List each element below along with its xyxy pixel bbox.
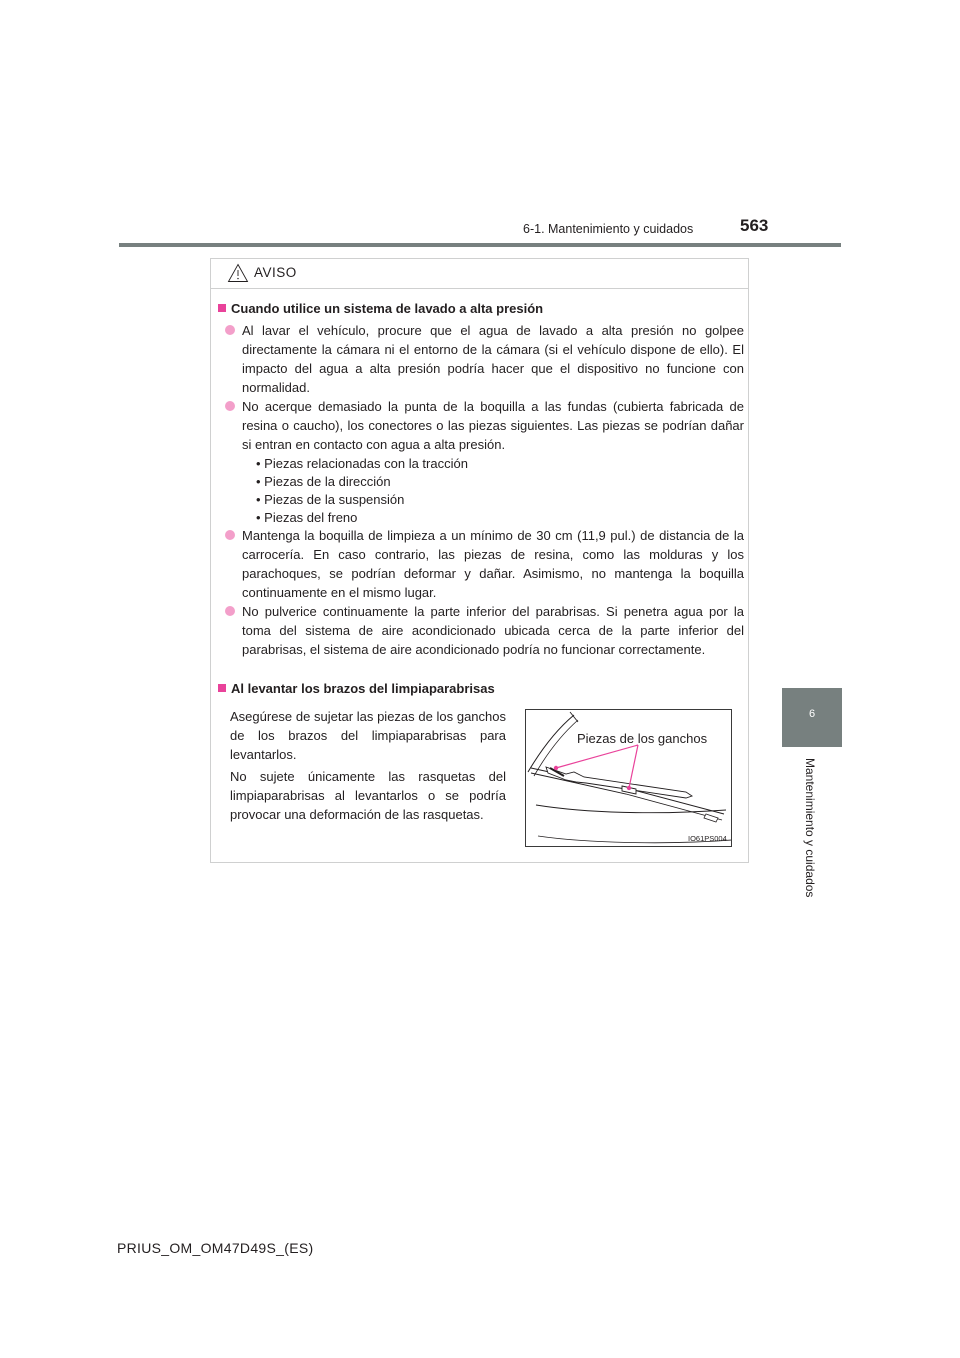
list-item: • Piezas de la suspensión	[256, 492, 405, 507]
page-number: 563	[740, 216, 769, 235]
running-header-section: 6-1. Mantenimiento y cuidados	[523, 222, 694, 236]
header-rule	[119, 243, 841, 247]
warning-title: AVISO	[254, 265, 297, 280]
warning-triangle-icon	[227, 263, 249, 283]
chapter-tab	[782, 688, 842, 747]
section-title-wiper-arms: Al levantar los brazos del limpiaparabrisas	[218, 681, 495, 696]
parts-list	[256, 455, 468, 527]
list-item: • Piezas de la dirección	[256, 474, 391, 489]
chapter-tab-number: 6	[808, 708, 816, 720]
figure-callout-label: Piezas de los ganchos	[577, 731, 708, 746]
bullet-nozzle-distance: No acerque demasiado la punta de la boquilla a las fundas (cubierta fabricada de resina o caucho), los conectores o las piezas siguientes. Las piezas se podrían dañar si entran en contacto con agua a alta presión.	[225, 397, 744, 454]
bullet-dot-icon	[225, 606, 235, 616]
wiper-hook-figure	[525, 709, 732, 847]
bullet-dot-icon	[225, 325, 235, 335]
wiper-paragraph-1: Asegúrese de sujetar las piezas de los ganchos de los brazos del limpiaparabrisas para levantarlos.	[230, 709, 506, 762]
warning-header	[211, 259, 748, 289]
bullet-dot-icon	[225, 401, 235, 411]
figure-code: IO61PS004	[688, 834, 727, 843]
bullet-camera: Al lavar el vehículo, procure que el agua de lavado a alta presión no golpee directamente la cámara ni el entorno de la cámara (si el vehículo dispone de ello). El impacto del agua a alta presión podría hacer que el dispositivo no funcione con normalidad.	[225, 321, 744, 397]
section-title-high-pressure: Cuando utilice un sistema de lavado a alta presión	[218, 301, 543, 316]
footer-document-id: PRIUS_OM_OM47D49S_(ES)	[117, 1240, 314, 1256]
wiper-paragraph-2: No sujete únicamente las rasquetas del limpiaparabrisas al levantarlos o se podría provocar una deformación de las rasquetas.	[230, 769, 506, 822]
bullet-body-distance: Mantenga la boquilla de limpieza a un mínimo de 30 cm (11,9 pul.) de distancia de la carrocería. En caso contrario, las piezas de resina, como las molduras y los parachoques, se podrían deformar y dañar. Asimismo, no mantenga la boquilla continuamente en el mismo lugar.	[225, 526, 744, 602]
bullet-dot-icon	[225, 530, 235, 540]
list-item: • Piezas relacionadas con la tracción	[256, 456, 468, 471]
list-item: • Piezas del freno	[256, 510, 358, 525]
bullet-windshield: No pulverice continuamente la parte inferior del parabrisas. Si penetra agua por la toma del sistema de aire acondicionado ubicada cerca de la parte inferior del parabrisas, el sistema de aire acondicionado podría no funcionar correctamente.	[225, 602, 744, 659]
chapter-tab-label: Mantenimiento y cuidados	[803, 758, 817, 898]
square-bullet-icon	[218, 684, 226, 692]
square-bullet-icon	[218, 304, 226, 312]
